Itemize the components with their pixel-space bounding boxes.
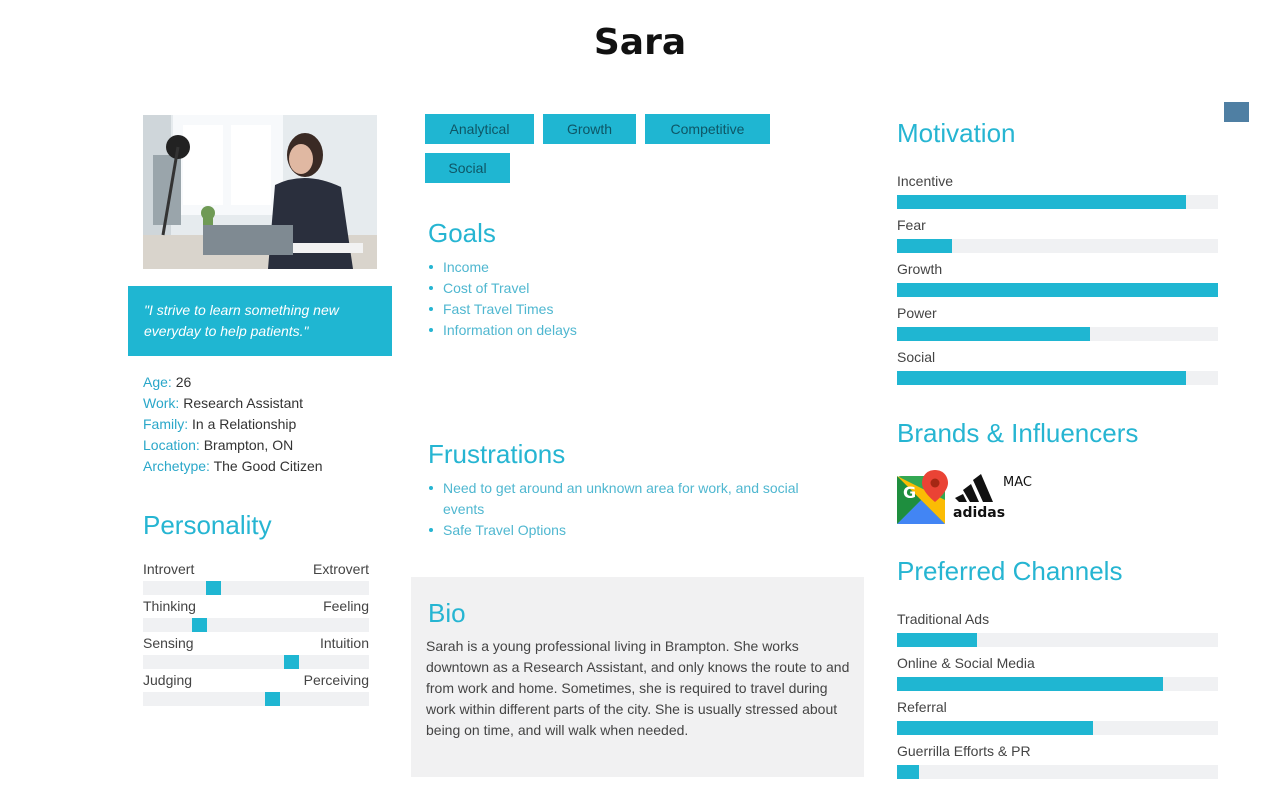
channel-bar-fill — [897, 721, 1093, 735]
trait-slider-track[interactable] — [143, 581, 369, 595]
fact-age: Age: 26 — [143, 374, 192, 390]
bio-heading: Bio — [428, 598, 466, 628]
frustration-item: Need to get around an unknown area for work, and social events — [428, 478, 828, 520]
frustrations-list — [428, 478, 828, 541]
goals-heading: Goals — [428, 218, 496, 248]
trait-right-label: Intuition — [319, 635, 369, 651]
motivation-bar-track — [897, 371, 1218, 385]
channel-label: Online & Social Media — [897, 655, 1035, 671]
svg-text:G: G — [903, 483, 917, 502]
goal-item: Cost of Travel — [428, 278, 848, 299]
channel-label: Referral — [897, 699, 947, 715]
channel-bar-track — [897, 633, 1218, 647]
channel-label: Traditional Ads — [897, 611, 990, 627]
persona-facts — [143, 372, 403, 477]
motivation-label: Fear — [897, 217, 926, 233]
motivation-label: Social — [897, 349, 936, 365]
channel-bar-track — [897, 765, 1218, 779]
trait-left-label: Thinking — [143, 598, 196, 614]
google-maps-icon — [897, 470, 948, 524]
trait-slider-knob[interactable] — [284, 655, 299, 669]
persona-quote: "I strive to learn something new everyday to help patients." — [128, 286, 392, 356]
brand-logos — [897, 470, 1067, 526]
channel-label: Guerrilla Efforts & PR — [897, 743, 1031, 759]
persona-name: Sara — [593, 22, 687, 63]
fact-work: Work: Research Assistant — [143, 395, 304, 411]
corner-square[interactable] — [1224, 102, 1249, 122]
motivation-label: Power — [897, 305, 937, 321]
trait-slider-track[interactable] — [143, 655, 369, 669]
bio-text: Sarah is a young professional living in Brampton. She works downtown as a Research Assistant, and only knows the route to and from work and home. Sometimes, she is required to travel during work within different parts of the city. She is usually stressed about being on time, and will walk when needed. — [426, 638, 850, 738]
trait-left-label: Judging — [143, 672, 193, 688]
personality-heading: Personality — [143, 510, 272, 540]
motivation-bar-track — [897, 283, 1218, 297]
motivation-bar-track — [897, 327, 1218, 341]
mac-logo — [1003, 475, 1032, 490]
channel-bar-track — [897, 677, 1218, 691]
fact-location: Location: Brampton, ON — [143, 437, 294, 453]
trait-slider-knob[interactable] — [192, 618, 207, 632]
channel-bar-fill — [897, 765, 919, 779]
fact-archetype: Archetype: The Good Citizen — [143, 458, 323, 474]
persona-photo — [143, 115, 377, 269]
motivation-bar-track — [897, 239, 1218, 253]
trait-right-label: Extrovert — [312, 561, 369, 577]
motivation-bar-fill — [897, 239, 952, 253]
tag-social: Social — [425, 153, 510, 183]
trait-left-label: Sensing — [143, 635, 194, 651]
svg-text:MAC: MAC — [1003, 475, 1032, 490]
goal-item: Income — [428, 257, 848, 278]
channel-bar-fill — [897, 677, 1163, 691]
tag-growth: Growth — [543, 114, 636, 144]
trait-left-label: Introvert — [143, 561, 195, 577]
goal-item: Fast Travel Times — [428, 299, 848, 320]
trait-slider-knob[interactable] — [206, 581, 221, 595]
tag-competitive: Competitive — [645, 114, 770, 144]
brands-heading: Brands & Influencers — [897, 418, 1139, 448]
fact-family: Family: In a Relationship — [143, 416, 297, 432]
trait-slider-track[interactable] — [143, 618, 369, 632]
adidas-logo — [953, 474, 1005, 521]
channels-heading: Preferred Channels — [897, 556, 1123, 586]
trait-right-label: Perceiving — [303, 672, 369, 688]
motivation-bar-fill — [897, 195, 1186, 209]
frustrations-heading: Frustrations — [428, 439, 566, 469]
frustration-item: Safe Travel Options — [428, 520, 828, 541]
trait-slider-knob[interactable] — [265, 692, 280, 706]
channel-bar-fill — [897, 633, 977, 647]
trait-slider-track[interactable] — [143, 692, 369, 706]
svg-text:adidas: adidas — [953, 505, 1006, 521]
trait-right-label: Feeling — [323, 598, 369, 614]
motivation-bar-fill — [897, 283, 1218, 297]
motivation-bar-track — [897, 195, 1218, 209]
motivation-label: Growth — [897, 261, 943, 277]
motivation-bar-fill — [897, 371, 1186, 385]
motivation-heading: Motivation — [897, 118, 1016, 148]
goals-list — [428, 257, 848, 341]
channel-bar-track — [897, 721, 1218, 735]
motivation-bar-fill — [897, 327, 1090, 341]
motivation-label: Incentive — [897, 173, 954, 189]
tag-analytical: Analytical — [425, 114, 534, 144]
goal-item: Information on delays — [428, 320, 848, 341]
